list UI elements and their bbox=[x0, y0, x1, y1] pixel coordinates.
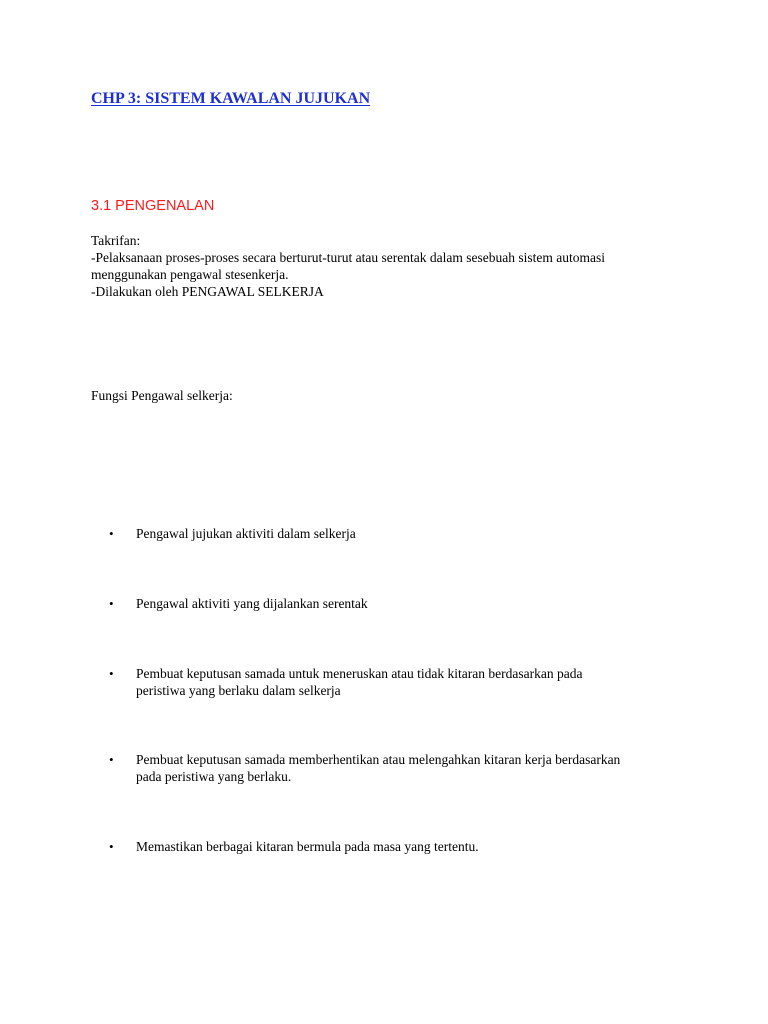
definition-line: menggunakan pengawal stesenkerja. bbox=[91, 267, 289, 282]
list-item-line: peristiwa yang berlaku dalam selkerja bbox=[136, 683, 341, 698]
list-item-line: Pengawal aktiviti yang dijalankan serentak bbox=[136, 596, 368, 611]
definition-line: -Pelaksanaan proses-proses secara berturut-turut atau serentak dalam sesebuah sistem automasi bbox=[91, 250, 605, 265]
bullet-icon: • bbox=[109, 752, 114, 767]
definition-label: Takrifan: bbox=[91, 233, 141, 248]
definition-block bbox=[91, 232, 691, 300]
list-item-line: Pembuat keputusan samada memberhentikan atau melengahkan kitaran kerja berdasarkan bbox=[136, 752, 621, 767]
definition-line: -Dilakukan oleh PENGAWAL SELKERJA bbox=[91, 284, 324, 299]
functions-label: Fungsi Pengawal selkerja: bbox=[91, 388, 233, 403]
list-item-text bbox=[136, 525, 706, 542]
list-item-text bbox=[136, 595, 706, 612]
document-title[interactable]: CHP 3: SISTEM KAWALAN JUJUKAN bbox=[91, 90, 371, 107]
list-item-line: Pembuat keputusan samada untuk meneruskan atau tidak kitaran berdasarkan pada bbox=[136, 666, 583, 681]
bullet-icon: • bbox=[109, 596, 114, 611]
section-heading: 3.1 PENGENALAN bbox=[91, 198, 215, 214]
list-item-text bbox=[136, 665, 706, 699]
list-item-text bbox=[136, 838, 706, 855]
bullet-icon: • bbox=[109, 666, 114, 681]
list-item-line: Pengawal jujukan aktiviti dalam selkerja bbox=[136, 526, 356, 541]
bullet-icon: • bbox=[109, 839, 114, 854]
list-item-text bbox=[136, 751, 706, 785]
list-item-line: Memastikan berbagai kitaran bermula pada masa yang tertentu. bbox=[136, 839, 479, 854]
list-item-line: pada peristiwa yang berlaku. bbox=[136, 769, 292, 784]
bullet-icon: • bbox=[109, 526, 114, 541]
